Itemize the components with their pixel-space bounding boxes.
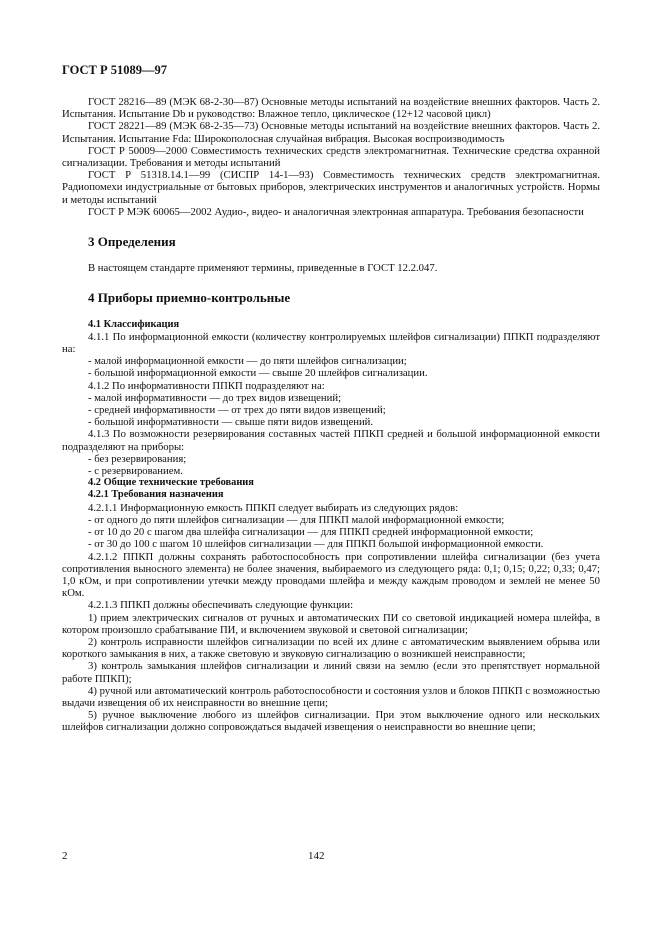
document-body (62, 96, 600, 734)
function-item: 3) контроль замыкания шлейфов сигнализации и линий связи на землю (если это препятствует нормальной работе ППКП); (62, 660, 600, 685)
subsection-4-2-title: 4.2 Общие технические требования (88, 477, 254, 489)
paragraph-4-1-1: 4.1.1 По информационной емкости (количеству контролируемых шлейфов сигнализации) ППКП подразделяют на: (62, 330, 600, 356)
reference-gost-51318: ГОСТ Р 51318.14.1—99 (СИСПР 14-1—93) Совместимость технических средств электромагнитная. Радиопомехи индустриальные от бытовых приборов, электрических инструментов и аналогичных устройств. Нормы и методы испытаний (62, 169, 600, 206)
list-item: - от 10 до 20 с шагом два шлейфа сигнализации — для ППКП средней информационной емкости; (88, 526, 534, 539)
function-item: 1) прием электрических сигналов от ручных и автоматических ПИ со световой индикацией номера шлейфа, в котором произошло срабатывание ПИ, и включением звуковой и световой сигнализации; (62, 611, 600, 636)
list-item: - с резервированием. (88, 465, 183, 478)
section-4-title: 4 Приборы приемно-контрольные (88, 290, 291, 306)
list-item: - большой информативности — свыше пяти видов извещений. (88, 416, 374, 429)
reference-gost-28221: ГОСТ 28221—89 (МЭК 68-2-35—73) Основные методы испытаний на воздействие внешних факторов. Часть 2. Испытания. Испытание Fda: Широкополосная случайная вибрация. Высокая воспроизводимость (62, 120, 600, 145)
document-header: ГОСТ Р 51089—97 (62, 63, 168, 77)
list-item: - без резервирования; (88, 452, 187, 465)
list-item: - средней информативности — от трех до пяти видов извещений; (88, 404, 386, 417)
reference-gost-60065: ГОСТ Р МЭК 60065—2002 Аудио-, видео- и аналогичная электронная аппаратура. Требования безопасности (88, 205, 584, 218)
subsection-4-1-title: 4.1 Классификация (88, 318, 180, 330)
section-3-title: 3 Определения (88, 234, 176, 250)
paragraph-4-2-1-1: 4.2.1.1 Информационную емкость ППКП следует выбирать из следующих рядов: (88, 501, 459, 514)
function-item: 5) ручное выключение любого из шлейфов сигнализации. При этом выключение одного или нескольких шлейфов сигнализации должно сопровождаться выдачей извещения о неисправности во внешние цепи; (62, 709, 600, 734)
page-number-left: 2 (62, 850, 68, 862)
list-item: - большой информационной емкости — свыше 20 шлейфов сигнализации. (88, 367, 428, 380)
paragraph-4-1-3: 4.1.3 По возможности резервирования составных частей ППКП средней и большой информационной емкости подразделяют на приборы: (62, 428, 600, 453)
reference-gost-50009: ГОСТ Р 50009—2000 Совместимость технических средств электромагнитная. Технические средства охранной сигнализации. Требования и методы испытаний (62, 144, 600, 170)
function-item: 2) контроль исправности шлейфов сигнализации по всей их длине с автоматическим выявлением обрыва или короткого замыкания в них, а также световую и звуковую сигнализацию о возникшей неисправности; (62, 635, 600, 661)
paragraph-4-1-2: 4.1.2 По информативности ППКП подразделяют на: (88, 379, 325, 392)
subsection-4-2-1-title: 4.2.1 Требования назначения (88, 489, 224, 501)
list-item: - малой информативности — до трех видов извещений; (88, 391, 342, 404)
page-number-center: 142 (308, 850, 325, 862)
section-3-text: В настоящем стандарте применяют термины, приведенные в ГОСТ 12.2.047. (88, 262, 438, 275)
list-item: - малой информационной емкости — до пяти шлейфов сигнализации; (88, 355, 407, 368)
function-item: 4) ручной или автоматический контроль работоспособности и состояния узлов и блоков ППКП с возможностью выдачи извещения об их неисправности во внешние цепи; (62, 684, 600, 709)
list-item: - от одного до пяти шлейфов сигнализации — для ППКП малой информационной емкости; (88, 513, 505, 526)
paragraph-4-2-1-2: 4.2.1.2 ППКП должны сохранять работоспособность при сопротивлении шлейфа сигнализации (без учета сопротивления выносного элемента) не более значения, выбираемого из следующего ряда: 0,1; 0,15; 0,22; 0,33; 0,47; 1,0 кОм, и при сопротивлении утечки между проводами шлейфа и между каждым проводом и землей не менее 50 кОм. (62, 550, 600, 600)
paragraph-4-2-1-3: 4.2.1.3 ППКП должны обеспечивать следующие функции: (88, 599, 354, 612)
reference-gost-28216: ГОСТ 28216—89 (МЭК 68-2-30—87) Основные методы испытаний на воздействие внешних факторов. Часть 2. Испытания. Испытание Db и руководство: Влажное тепло, циклическое (12+12 часовой цикл) (62, 96, 600, 121)
list-item: - от 30 до 100 с шагом 10 шлейфов сигнализации — для ППКП большой информационной емкости. (88, 538, 544, 551)
